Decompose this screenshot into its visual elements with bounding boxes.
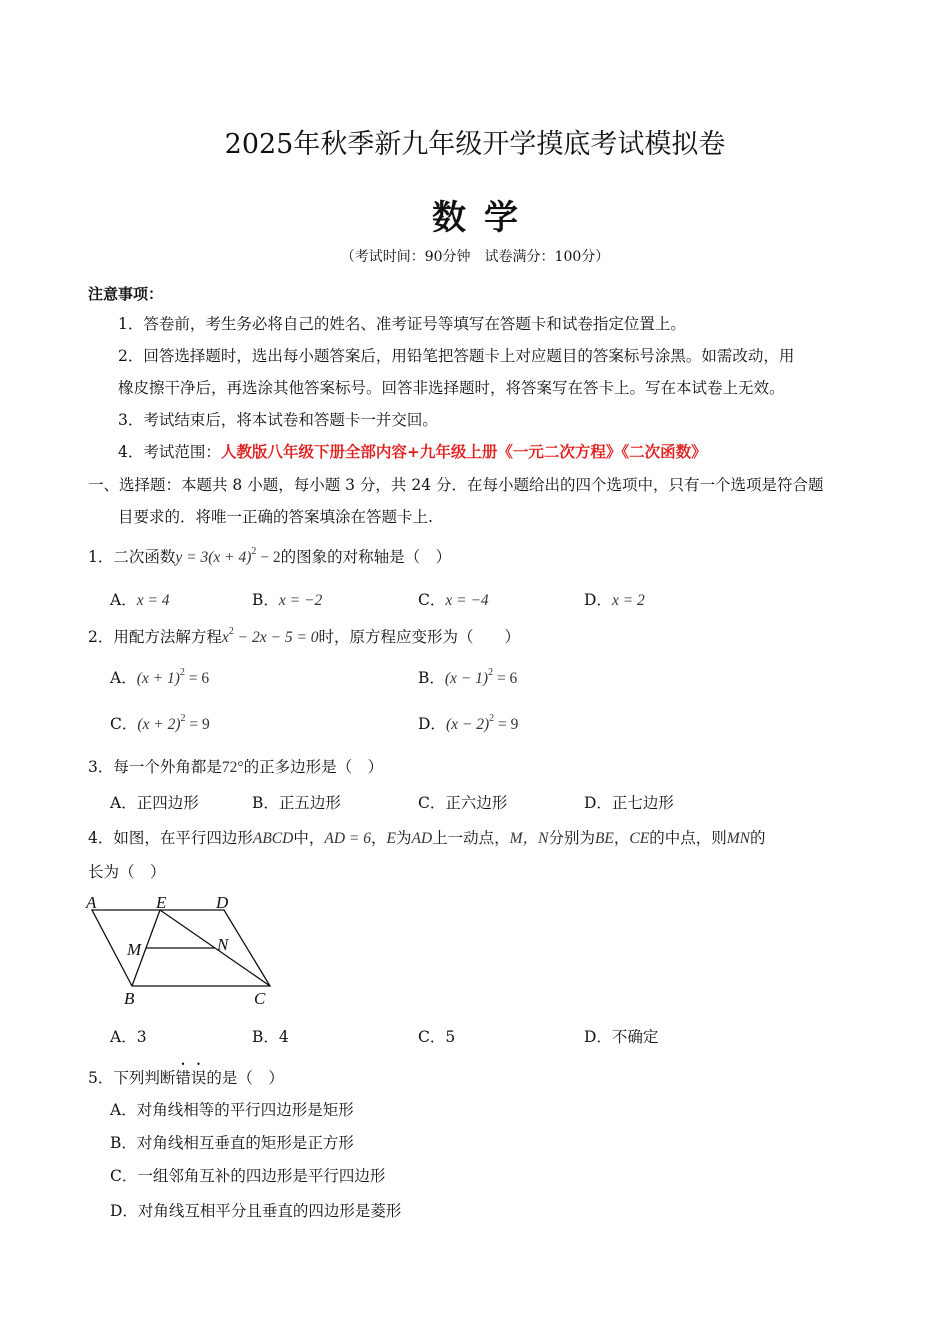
q1-formula: y = 3(x + 4) bbox=[175, 549, 252, 566]
option-exponent: 2 bbox=[488, 667, 494, 678]
q1-suffix: 的图象的对称轴是（ ） bbox=[280, 548, 452, 566]
label-b: B bbox=[124, 989, 135, 1008]
q4-points-mn: M，N bbox=[509, 830, 549, 847]
option-value: (x − 2) bbox=[445, 716, 490, 733]
q3-option-b[interactable]: B．正五边形 bbox=[252, 794, 341, 812]
label-d: D bbox=[216, 893, 229, 912]
q5-option-b[interactable]: B．对角线相互垂直的矩形是正方形 bbox=[110, 1134, 354, 1152]
option-exponent: 2 bbox=[180, 713, 186, 724]
q2-option-a[interactable] bbox=[110, 666, 209, 688]
q5-option-d[interactable]: D．对角线互相平分且垂直的四边形是菱形 bbox=[110, 1202, 402, 1220]
q1-option-a[interactable] bbox=[110, 588, 170, 610]
q4-segment-ad: AD bbox=[411, 830, 433, 847]
section-1-line-2: 目要求的．将唯一正确的答案填涂在答题卡上. bbox=[118, 508, 433, 526]
q4-text: 中， bbox=[293, 829, 325, 847]
q2-option-c[interactable] bbox=[110, 712, 210, 734]
question-3 bbox=[88, 755, 383, 777]
question-2 bbox=[88, 625, 520, 647]
q5-suffix: 的是（ ） bbox=[206, 1069, 284, 1087]
q3-angle: 72° bbox=[221, 759, 244, 776]
q4-ad-length: AD = 6 bbox=[324, 830, 371, 847]
q4-segment-mn: MN bbox=[726, 830, 750, 847]
option-value: (x + 2) bbox=[137, 716, 181, 733]
notice-item-1: 1．答卷前，考生务必将自己的姓名、准考证号等填写在答题卡和试卷指定位置上。 bbox=[118, 315, 686, 333]
notice-heading: 注意事项： bbox=[88, 285, 164, 303]
question-5 bbox=[88, 1060, 284, 1088]
q1-option-b[interactable] bbox=[252, 588, 322, 610]
exam-title: 2025年秋季新九年级开学摸底考试模拟卷 bbox=[224, 129, 726, 160]
label-a: A bbox=[86, 893, 97, 912]
q4-option-c[interactable]: C．5 bbox=[418, 1028, 456, 1046]
option-label: A． bbox=[110, 669, 137, 687]
q4-point-e: E bbox=[386, 830, 396, 847]
q4-segment-be: BE bbox=[594, 830, 614, 847]
q4-text: 分别为 bbox=[548, 829, 595, 847]
q4-text: 4．如图，在平行四边形 bbox=[88, 829, 253, 847]
option-value: x = 2 bbox=[611, 592, 645, 609]
q4-text: 的 bbox=[749, 829, 766, 847]
option-tail: = 9 bbox=[185, 716, 210, 733]
q4-text: ， bbox=[370, 829, 387, 847]
option-tail: = 9 bbox=[494, 716, 519, 733]
q4-parallelogram: ABCD bbox=[252, 830, 294, 847]
q1-exponent: 2 bbox=[251, 546, 257, 557]
q4-text: 的中点，则 bbox=[649, 829, 727, 847]
q3-suffix: 的正多边形是（ ） bbox=[243, 758, 384, 776]
subject-title: 数学 bbox=[432, 198, 536, 238]
notice-item-4 bbox=[118, 440, 707, 462]
q5-prefix: 5．下列判断 bbox=[88, 1069, 176, 1087]
option-label: C． bbox=[418, 591, 446, 609]
notice-item-2-line-2: 橡皮擦干净后，再选涂其他答案标号。回答非选择题时，将答案写在答卡上。写在本试卷上无效。 bbox=[118, 379, 785, 397]
option-value: (x + 1) bbox=[136, 670, 180, 687]
q3-option-d[interactable]: D．正七边形 bbox=[584, 794, 674, 812]
q2-suffix: 时，原方程应变形为（ ） bbox=[318, 628, 521, 646]
q1-formula-tail: − 2 bbox=[256, 549, 281, 566]
label-c: C bbox=[254, 989, 266, 1008]
section-1-line-1: 一、选择题：本题共 8 小题，每小题 3 分，共 24 分．在每小题给出的四个选项中，只有一个选项是符合题 bbox=[88, 476, 824, 494]
q5-option-c[interactable]: C．一组邻角互补的四边形是平行四边形 bbox=[110, 1167, 386, 1185]
q4-option-b[interactable]: B．4 bbox=[252, 1028, 289, 1046]
q4-segment-ce: CE bbox=[629, 830, 650, 847]
option-label: B． bbox=[252, 591, 279, 609]
label-e: E bbox=[156, 893, 167, 912]
question-1 bbox=[88, 545, 451, 567]
exam-info: （考试时间：90分钟 试卷满分：100分） bbox=[340, 249, 610, 265]
option-value: x = −4 bbox=[445, 592, 489, 609]
q4-text: ， bbox=[613, 829, 630, 847]
q1-option-d[interactable] bbox=[584, 588, 645, 610]
question-4 bbox=[88, 826, 766, 848]
option-label: B． bbox=[418, 669, 445, 687]
q2-exponent: 2 bbox=[228, 626, 234, 637]
option-tail: = 6 bbox=[184, 670, 210, 687]
q2-prefix: 2．用配方法解方程 bbox=[88, 628, 222, 646]
option-label: A． bbox=[110, 591, 137, 609]
q4-text: 上一动点， bbox=[432, 829, 510, 847]
option-label: C． bbox=[110, 715, 138, 733]
notice-item-4-prefix: 4．考试范围： bbox=[118, 443, 221, 461]
q4-option-a[interactable]: A．3 bbox=[110, 1028, 147, 1046]
option-exponent: 2 bbox=[179, 667, 185, 678]
option-tail: = 6 bbox=[493, 670, 518, 687]
q4-line-2: 长为（ ） bbox=[88, 863, 166, 881]
q2-option-b[interactable] bbox=[418, 666, 517, 688]
notice-item-2-line-1: 2．回答选择题时，选出每小题答案后，用铅笔把答题卡上对应题目的答案标号涂黑。如需改动，用 bbox=[118, 347, 795, 365]
q1-prefix: 1．二次函数 bbox=[88, 548, 176, 566]
option-label: D． bbox=[584, 591, 612, 609]
option-value: (x − 1) bbox=[444, 670, 489, 687]
q3-option-c[interactable]: C．正六边形 bbox=[418, 794, 508, 812]
q3-option-a[interactable]: A．正四边形 bbox=[110, 794, 199, 812]
q5-emphasis: 错误 bbox=[175, 1069, 207, 1087]
q1-option-c[interactable] bbox=[418, 588, 489, 610]
label-m: M bbox=[127, 940, 142, 959]
q4-text: 为 bbox=[395, 829, 412, 847]
q2-option-d[interactable] bbox=[418, 712, 518, 734]
notice-item-3: 3．考试结束后，将本试卷和答题卡一并交回。 bbox=[118, 411, 438, 429]
parallelogram-figure bbox=[80, 888, 280, 1010]
q4-option-d[interactable]: D．不确定 bbox=[584, 1028, 659, 1046]
q5-option-a[interactable]: A．对角线相等的平行四边形是矩形 bbox=[110, 1101, 354, 1119]
option-label: D． bbox=[418, 715, 446, 733]
q2-formula-a: x bbox=[221, 629, 229, 646]
option-exponent: 2 bbox=[489, 713, 495, 724]
q3-prefix: 3．每一个外角都是 bbox=[88, 758, 222, 776]
option-value: x = −2 bbox=[278, 592, 323, 609]
exam-scope: 人教版八年级下册全部内容+九年级上册《一元二次方程》《二次函数》 bbox=[220, 443, 707, 461]
q2-formula-b: − 2x − 5 = 0 bbox=[233, 629, 319, 646]
label-n: N bbox=[217, 935, 229, 954]
option-value: x = 4 bbox=[136, 592, 170, 609]
